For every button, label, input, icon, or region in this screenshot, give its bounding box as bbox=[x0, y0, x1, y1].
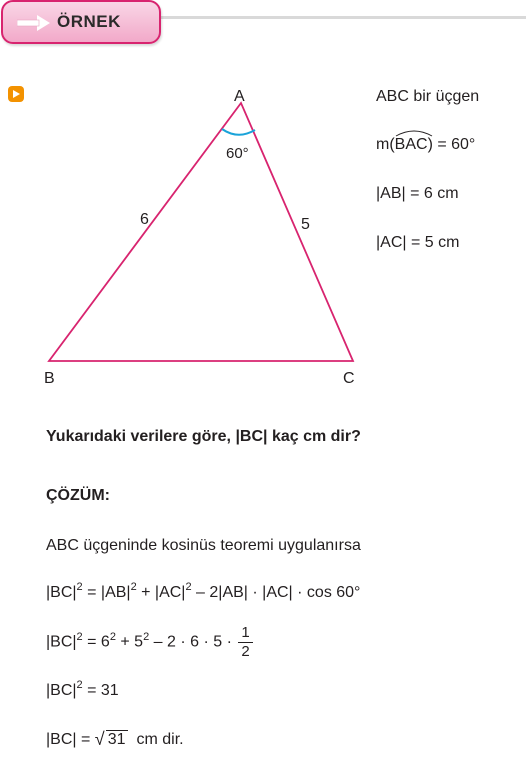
solution-step-1 bbox=[46, 581, 361, 602]
step2-term-3: + 5 bbox=[115, 633, 144, 651]
square-root bbox=[95, 731, 128, 749]
fraction-numerator: 1 bbox=[238, 624, 252, 643]
step1-exp-1: 2 bbox=[76, 581, 83, 593]
badge-label: ÖRNEK bbox=[57, 12, 121, 31]
step4-term-2: cm dir. bbox=[127, 731, 184, 748]
side-ac-label: 5 bbox=[301, 216, 310, 233]
given-angle-prefix: m( bbox=[376, 136, 395, 153]
side-ab-label: 6 bbox=[140, 211, 149, 228]
solution-step-3 bbox=[46, 679, 119, 700]
step2-term-1: |BC| bbox=[46, 633, 77, 651]
given-ab: |AB| = 6 cm bbox=[376, 185, 459, 202]
vertex-c-label: C bbox=[343, 370, 355, 387]
given-angle bbox=[376, 136, 475, 154]
step3-term-1: |BC| bbox=[46, 682, 77, 699]
given-angle-suffix: ) = 60° bbox=[427, 136, 476, 153]
vertex-b-label: B bbox=[44, 370, 55, 387]
given-angle-name-text: BAC bbox=[394, 136, 428, 153]
step3-exp-1: 2 bbox=[76, 679, 83, 691]
solution-title: ÇÖZÜM: bbox=[46, 487, 110, 504]
angle-a-label: 60° bbox=[226, 145, 249, 162]
step2-term-2: = 6 bbox=[82, 633, 110, 651]
step1-exp-3: 2 bbox=[185, 581, 192, 593]
solution-step-2 bbox=[46, 624, 253, 661]
fraction-one-half bbox=[238, 624, 252, 661]
step2-exp-1: 2 bbox=[76, 630, 83, 643]
given-ac: |AC| = 5 cm bbox=[376, 234, 460, 251]
fraction-denominator: 2 bbox=[241, 643, 250, 660]
step1-exp-2: 2 bbox=[130, 581, 137, 593]
step2-exp-3: 2 bbox=[143, 630, 150, 643]
solution-step-4 bbox=[46, 731, 184, 749]
angle-arc bbox=[222, 129, 255, 135]
given-statement: ABC bir üçgen bbox=[376, 88, 480, 105]
radicand: 31 bbox=[107, 731, 126, 748]
radical-icon: √ bbox=[94, 729, 105, 749]
step2-exp-2: 2 bbox=[109, 630, 116, 643]
solution-intro: ABC üçgeninde kosinüs teoremi uygulanırsa bbox=[46, 537, 361, 554]
step1-term-4: – 2|AB| · |AC| · cos 60° bbox=[191, 584, 361, 601]
step1-term-1: |BC| bbox=[46, 584, 77, 601]
arc-hat-icon bbox=[395, 129, 433, 137]
step1-term-3: + |AC| bbox=[136, 584, 186, 601]
question-text: Yukarıdaki verilere göre, |BC| kaç cm dir? bbox=[46, 428, 361, 445]
given-angle-name bbox=[395, 136, 428, 154]
step4-term-1: |BC| = bbox=[46, 731, 95, 748]
step1-term-2: = |AB| bbox=[82, 584, 131, 601]
step2-term-4: – 2 · 6 · 5 · bbox=[149, 633, 237, 651]
step3-term-2: = 31 bbox=[82, 682, 119, 699]
vertex-a-label: A bbox=[234, 88, 245, 105]
